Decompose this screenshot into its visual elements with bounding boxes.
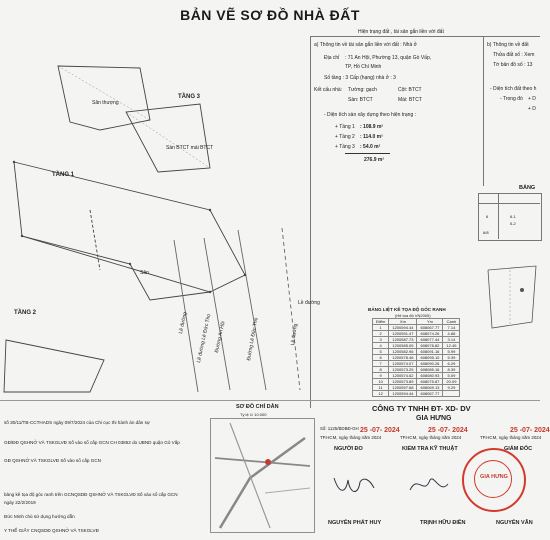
street-label-3: Đường An Hội	[214, 320, 227, 354]
note-line: ngày 22/2/2019	[4, 500, 36, 505]
coord-table-cell: 5.99	[443, 349, 460, 355]
stamp-company-name: GIA HƯNG	[480, 474, 508, 480]
coord-table-cell: 608075.87	[417, 379, 443, 385]
coord-table-cell: 1200574.07	[389, 361, 417, 367]
floor-area-3-label: + Tầng 3	[335, 144, 355, 150]
location-map	[210, 418, 315, 533]
land-d2: + D	[528, 106, 536, 112]
sheet-number: Tờ bản đồ số : 13	[493, 62, 533, 68]
report-ref: Số: 1125/BDBĐ-GH	[320, 426, 359, 431]
coord-table-cell: 608078.82	[417, 343, 443, 349]
coord-table-cell: 1200587.73	[389, 337, 417, 343]
stamp-date-3: 25 -07- 2024	[510, 427, 550, 434]
date-checker: TP.HCM, ngày tháng năm 2024	[400, 435, 462, 440]
address-label: Địa chỉ	[324, 55, 340, 61]
land-area: - Diện tích đất theo h	[490, 86, 537, 92]
coord-table-cell: 608085.16	[417, 367, 443, 373]
floors-info: Số tầng : 3 Cấp (hạng) nhà ở : 3	[324, 75, 396, 81]
stamp-date-1: 25 -07- 2024	[360, 427, 400, 434]
coord-table-cell: 1	[373, 325, 389, 331]
address-line2: TP, Hồ Chí Minh	[345, 64, 382, 70]
coord-table-cell: 3	[373, 337, 389, 343]
coord-header-cell: Cạnh	[443, 319, 460, 325]
address-line1: : 71 An Hội, Phường 13, quận Gò Vấp,	[345, 55, 432, 61]
coord-table-cell: 11	[373, 385, 389, 391]
coord-table-cell: 608067.77	[417, 325, 443, 331]
total-area: 276.9 m²	[364, 157, 385, 163]
coord-table-cell: 9.29	[443, 385, 460, 391]
coord-table-cell: 608074.26	[417, 331, 443, 337]
coord-table-cell: 1200594.44	[389, 391, 417, 397]
note-line: Đức Minh chủ sử dụng hướng dẫn	[4, 514, 75, 519]
wall-material: Tường: gạch	[348, 87, 377, 93]
coord-table	[372, 318, 460, 397]
note-line: số 30/11/TB-CCTHADS ngày 09/7/2024 của Chi cục thi hành án dân sự	[4, 420, 150, 425]
note-line: GĐ QSHNỞ VÀ TSKGLVĐ Số vào sổ cấp GCN	[4, 458, 101, 463]
company-name: GIA HƯNG	[416, 415, 452, 422]
coord-table-cell: 4.88	[443, 331, 460, 337]
coord-table-cell: 1200582.96	[389, 349, 417, 355]
right-table-col	[498, 193, 499, 239]
date-director: TP.HCM, ngày tháng năm 2024	[480, 435, 542, 440]
coord-table-cell: 4	[373, 343, 389, 349]
coord-table-cell: 608091.16	[417, 349, 443, 355]
coord-table-cell: 1200573.25	[389, 367, 417, 373]
coord-table-cell: 10	[373, 379, 389, 385]
coord-table-cell: 1200573.89	[389, 379, 417, 385]
coord-table-cell: 1200578.46	[389, 355, 417, 361]
coord-table-cell: 5.39	[443, 355, 460, 361]
divider-right	[483, 36, 484, 186]
signature-checker	[404, 470, 454, 500]
column-material: Cột: BTCT	[398, 87, 422, 93]
coord-header-cell: Điểm	[373, 319, 389, 325]
floor-area-3-value: : 54.0 m²	[360, 144, 381, 150]
label-giam-doc: GIÁM ĐỐC	[504, 446, 533, 452]
coord-table-cell: 1200591.47	[389, 331, 417, 337]
right-table-cell: 6	[486, 214, 489, 219]
coord-table-cell: 2	[373, 331, 389, 337]
so-do-chi-dan: SƠ ĐỒ CHỈ DẪN	[236, 404, 279, 410]
floor-area-2-label: + Tầng 2	[335, 134, 355, 140]
floor-material: Sàn: BTCT	[348, 97, 373, 103]
street-label-4: Lề đường Lê Đức Thọ	[196, 313, 213, 364]
coord-table-cell: 8.39	[443, 367, 460, 373]
area-header: - Diện tích sàn xây dựng theo hiện trạng :	[324, 112, 417, 118]
note-line: Y THỂ GIẤY CNQSDĐ QSHNỞ VÀ TSKGLVĐ	[4, 528, 99, 533]
right-plot-sketch	[478, 262, 540, 332]
right-table-cell: 5-2	[510, 221, 516, 226]
structure-label: Kết cấu nhà:	[314, 87, 343, 93]
note-line: bảng kê tọa độ góc ranh trên GCNQSDĐ QSHNỞ VÀ TSKGLVĐ Số vào sổ cấp GCN	[4, 492, 178, 497]
coord-table-cell: 9	[373, 373, 389, 379]
label-san-thuong: Sân thượng	[92, 100, 119, 106]
roof-material: Mái: BTCT	[398, 97, 422, 103]
coord-table-cell: 7.14	[443, 325, 460, 331]
coord-table-cell: 1200585.05	[389, 343, 417, 349]
coord-table-cell: 5	[373, 349, 389, 355]
coord-table-cell: 8	[373, 367, 389, 373]
coord-table-cell: 608090.26	[417, 361, 443, 367]
label-nguoi-do: NGƯỜI ĐO	[334, 446, 363, 452]
coord-table-title: BẢNG LIỆT KÊ TỌA ĐỘ GÓC RANH	[368, 307, 446, 312]
coord-table-cell: 7	[373, 361, 389, 367]
street-label-5: Đường Lê Đức Thọ	[246, 317, 260, 362]
in-which: - Trong đó	[500, 96, 523, 102]
top-note: Hiện trạng đất , tài sản gắn liền với đất	[358, 29, 444, 35]
right-table-cell: 6/8	[483, 230, 489, 235]
bottom-divider	[0, 400, 540, 401]
divider-top	[310, 36, 540, 37]
right-table-cell: 6-1	[510, 214, 516, 219]
coord-table-cell: 5.09	[443, 373, 460, 379]
coord-header-cell: Ym	[417, 319, 443, 325]
page-title: BẢN VẼ SƠ ĐỒ NHÀ ĐẤT	[180, 7, 360, 23]
coord-table-cell: 1200594.44	[389, 325, 417, 331]
floor-area-1-label: + Tầng 1	[335, 124, 355, 130]
label-tang-3: TẦNG 3	[178, 94, 201, 100]
coord-table-cell: 20.09	[443, 379, 460, 385]
coord-table-cell: 608069.13	[417, 385, 443, 391]
total-rule	[345, 153, 390, 154]
stamp-date-2: 25 -07- 2024	[428, 427, 468, 434]
coord-table-cell: 3.14	[443, 337, 460, 343]
floor-area-1-value: : 108.9 m²	[360, 124, 384, 130]
coord-table-cell: 608077.44	[417, 337, 443, 343]
floor-area-2-value: : 114.0 m²	[360, 134, 383, 140]
signature-surveyor	[330, 470, 380, 500]
street-label-2: Lề đường	[290, 323, 299, 346]
section-a-title: a) Thông tin về tài sản gắn liền với đất : Nhà ở	[314, 42, 417, 48]
floor-plan-sketch	[0, 60, 325, 392]
road-label: Lề đường	[298, 300, 320, 306]
label-san-btct: Sàn BTCT mái BTCT	[166, 145, 214, 151]
coord-table-subtitle: (Hệ tọa độ VN2000)	[395, 313, 431, 318]
coord-header-cell: Xm	[389, 319, 417, 325]
scale-label: Tỷ lệ 1/ 10.000	[240, 412, 267, 417]
coord-table-cell: 12	[373, 391, 389, 397]
section-b-title: b) Thông tin về đất	[487, 42, 529, 48]
land-d1: + D	[528, 96, 536, 102]
coord-table-row	[373, 391, 460, 397]
street-label-1: Lề đường	[178, 311, 189, 335]
coord-table-cell: 1200597.68	[389, 385, 417, 391]
name-director: NGUYỄN VĂN	[496, 520, 533, 526]
coord-table-cell: 12.45	[443, 343, 460, 349]
label-tang-1: TẦNG 1	[52, 172, 75, 178]
label-kiem-tra: KIỂM TRA KỸ THUẬT	[402, 446, 458, 452]
label-tang-2: TẦNG 2	[14, 310, 37, 316]
name-surveyor: NGUYỄN PHÁT HUY	[328, 520, 382, 526]
label-san: Sân	[140, 270, 149, 276]
name-checker: TRỊNH HỮU ĐIỀN	[420, 520, 466, 526]
right-table-header: BẢNG	[519, 185, 536, 191]
coord-table-cell: 6.29	[443, 361, 460, 367]
date-surveyor: TP.HCM, ngày tháng năm 2024	[320, 435, 382, 440]
right-table-row	[478, 203, 540, 204]
plot-number: Thửa đất số : Xem	[493, 52, 535, 58]
note-line: GĐ/ĐĐ QSHNỞ VÀ TSKGLVĐ Số vào sổ cấp GCN CH 03852 do UBND quận Gò Vấp	[4, 440, 180, 445]
coord-table-cell: 608095.10	[417, 355, 443, 361]
coord-table-cell: 6	[373, 355, 389, 361]
company-title: CÔNG TY TNHH ĐT- XD- DV	[372, 404, 471, 413]
coord-table-cell: 608080.93	[417, 373, 443, 379]
coord-table-cell: 1200574.62	[389, 373, 417, 379]
coord-table-cell	[443, 391, 460, 397]
company-stamp	[462, 448, 526, 512]
coord-table-cell: 608067.77	[417, 391, 443, 397]
